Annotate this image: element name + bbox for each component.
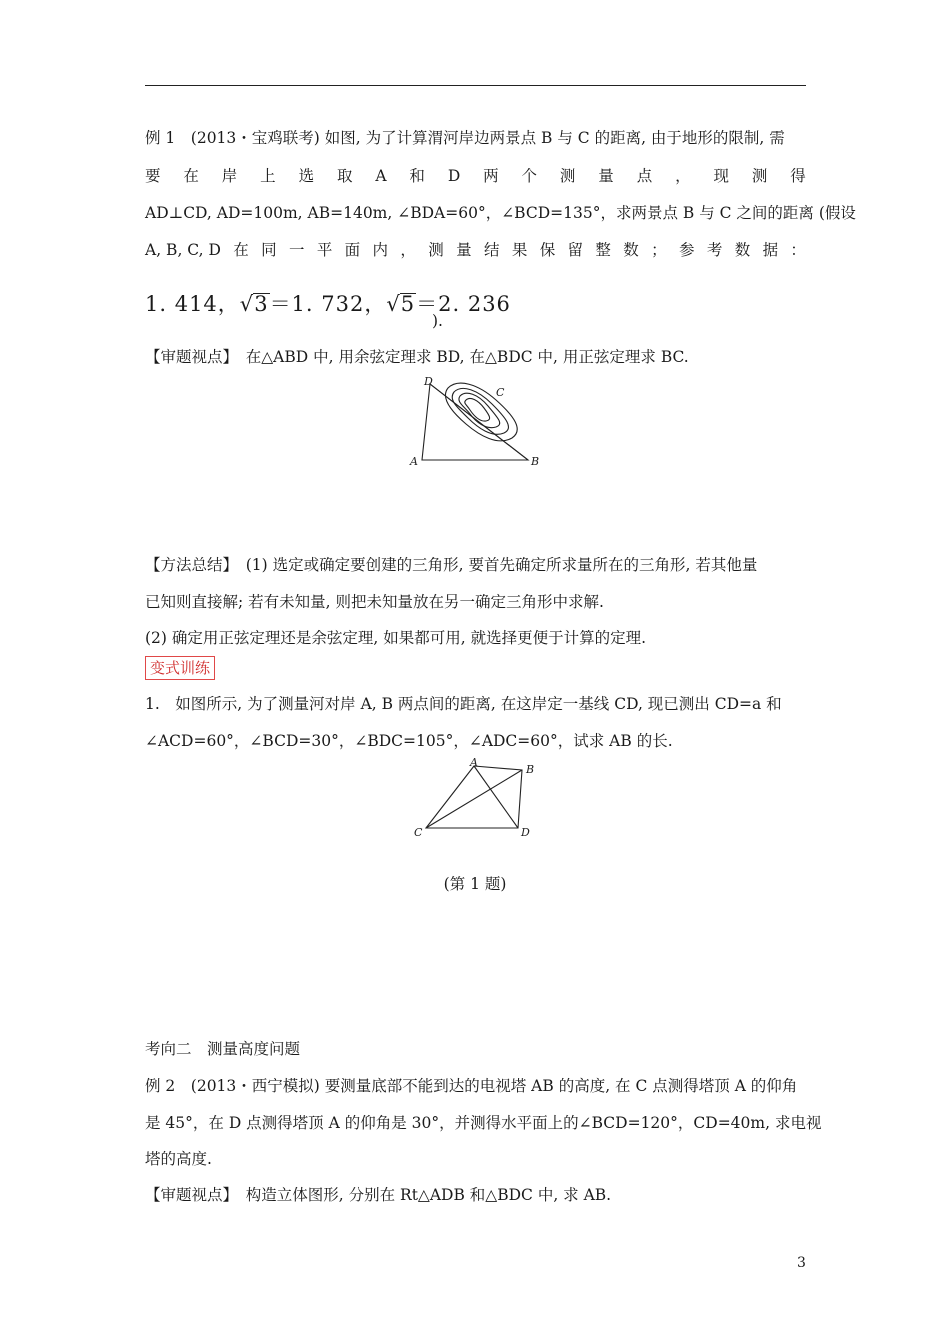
figure2-label-a: A [470, 756, 478, 769]
figure2-label-c: C [414, 826, 423, 839]
example1-line4-word: ： [790, 241, 806, 259]
reference-data-formula [145, 288, 511, 318]
example1-line2-word: 上 [260, 167, 276, 185]
example1-line4-word: 参 [678, 241, 695, 259]
example1-line2-word: 在 [183, 167, 199, 185]
example1-line4-word: 一 [288, 241, 305, 259]
figure1-label-a: A [410, 455, 418, 468]
sqrt-icon: √ [239, 292, 255, 316]
example1-closing: ). [432, 312, 443, 330]
exercise1-line1: 1. 如图所示, 为了测量河对岸 A, B 两点间的距离, 在这岸定一基线 CD, 现已测出 CD=a 和 [145, 695, 782, 713]
example2-line2: 是 45°，在 D 点测得塔顶 A 的仰角是 30°，并测得水平面上的∠BCD=120°，CD=40m, 求电视 [145, 1114, 822, 1132]
math-radicand-3: 3 [254, 292, 269, 316]
example1-line4-word: 据 [762, 241, 779, 259]
example1-line4-word: 测 [428, 241, 444, 259]
example1-line4-word: 考 [706, 241, 723, 259]
example2-line3: 塔的高度. [145, 1150, 212, 1168]
example1-line2-word: 得 [790, 167, 806, 185]
figure2-diagonal-bc [426, 770, 522, 828]
method-line3: (2) 确定用正弦定理还是余弦定理, 如果都可用, 就选择更便于计算的定理. [145, 629, 647, 647]
figure2-label-b: B [526, 763, 535, 776]
example1-line2-word: 个 [521, 167, 538, 185]
figure1-diagram [400, 372, 550, 468]
example1-line2-word: 两 [483, 167, 499, 185]
example1-line2-word: 选 [298, 167, 315, 185]
example1-line2-word: 测 [559, 167, 576, 185]
analysis1: 【审题视点】 在△ABD 中, 用余弦定理求 BD, 在△BDC 中, 用正弦定理求 BC. [145, 348, 689, 366]
figure1-contour-core [465, 398, 490, 421]
figure1-label-d: D [424, 375, 433, 388]
method-line2: 已知则直接解; 若有未知量, 则把未知量放在另一确定三角形中求解. [145, 593, 604, 611]
example1-line4-word: 面 [344, 241, 361, 259]
analysis2: 【审题视点】 构造立体图形, 分别在 Rt△ADB 和△BDC 中, 求 AB. [145, 1186, 612, 1204]
example1-line2-word: D [447, 167, 461, 185]
example1-line4-word: ， [400, 241, 416, 259]
example1-line2-word: 量 [598, 167, 614, 185]
example1-line4-word: 留 [567, 241, 584, 259]
header-rule [145, 85, 806, 86]
example1-line4-word: 整 [595, 241, 611, 259]
figure1-diagonal-db [430, 384, 528, 460]
method-line1: 【方法总结】 (1) 选定或确定要创建的三角形, 要首先确定所求量所在的三角形, 若其他量 [145, 556, 758, 574]
exercise1-line2: ∠ACD=60°，∠BCD=30°，∠BDC=105°，∠ADC=60°，试求 AB 的长. [145, 732, 673, 750]
section2-heading: 考向二 测量高度问题 [145, 1040, 301, 1058]
example1-line2-word: 要 [145, 167, 161, 185]
example1-line4-word: 同 [261, 241, 277, 259]
math-part-a: 1. 414， [145, 292, 240, 316]
example1-line4-word: 平 [316, 241, 333, 259]
example1-line4-word: A, B, C, D [145, 241, 221, 259]
example1-line4-word: 数 [734, 241, 751, 259]
example2-line1: 例 2 (2013・西宁模拟) 要测量底部不能到达的电视塔 AB 的高度, 在 C 点测得塔顶 A 的仰角 [145, 1077, 798, 1095]
math-part-c: ＝2. 236 [416, 292, 511, 316]
math-part-b: ＝1. 732， [269, 292, 387, 316]
figure2-label-d: D [521, 826, 530, 839]
example1-line2-word: ， [675, 167, 691, 185]
math-radicand-5: 5 [400, 292, 416, 316]
page-number: 3 [797, 1255, 806, 1271]
example1-line4-word: 在 [233, 241, 249, 259]
example1-line4-word: 保 [539, 241, 556, 259]
example1-line4-word: ； [651, 241, 667, 259]
figure2-caption: (第 1 题) [443, 875, 507, 893]
example1-line2-word: 取 [336, 167, 353, 185]
example1-line4-word: 数 [623, 241, 639, 259]
example1-line2-word: 测 [751, 167, 768, 185]
sqrt-icon: √ [386, 292, 401, 316]
example1-line4 [145, 240, 806, 260]
figure1-label-b: B [531, 455, 540, 468]
example1-line2-word: A [375, 167, 387, 185]
example1-line4-word: 量 [456, 241, 472, 259]
variant-training-badge: 变式训练 [145, 656, 215, 680]
example1-line2-word: 现 [713, 167, 729, 185]
figure2-diagram [408, 756, 543, 840]
figure1-contour-outer [445, 383, 517, 441]
figure2-diagonal-ad [474, 766, 518, 828]
example1-line2-word: 点 [636, 167, 653, 185]
example1-line4-word: 内 [372, 241, 389, 259]
example1-line2-word: 和 [409, 167, 425, 185]
example1-line4-word: 果 [511, 241, 528, 259]
figure1-label-c: C [496, 386, 505, 399]
example1-line2 [145, 166, 806, 186]
example1-line3: AD⊥CD, AD=100m, AB=140m, ∠BDA=60°，∠BCD=135°，求两景点 B 与 C 之间的距离 (假设 [145, 204, 856, 222]
example1-line4-word: 结 [483, 241, 500, 259]
example1-line1: 例 1 (2013・宝鸡联考) 如图, 为了计算渭河岸边两景点 B 与 C 的距离, 由于地形的限制, 需 [145, 129, 785, 147]
example1-line2-word: 岸 [221, 167, 238, 185]
